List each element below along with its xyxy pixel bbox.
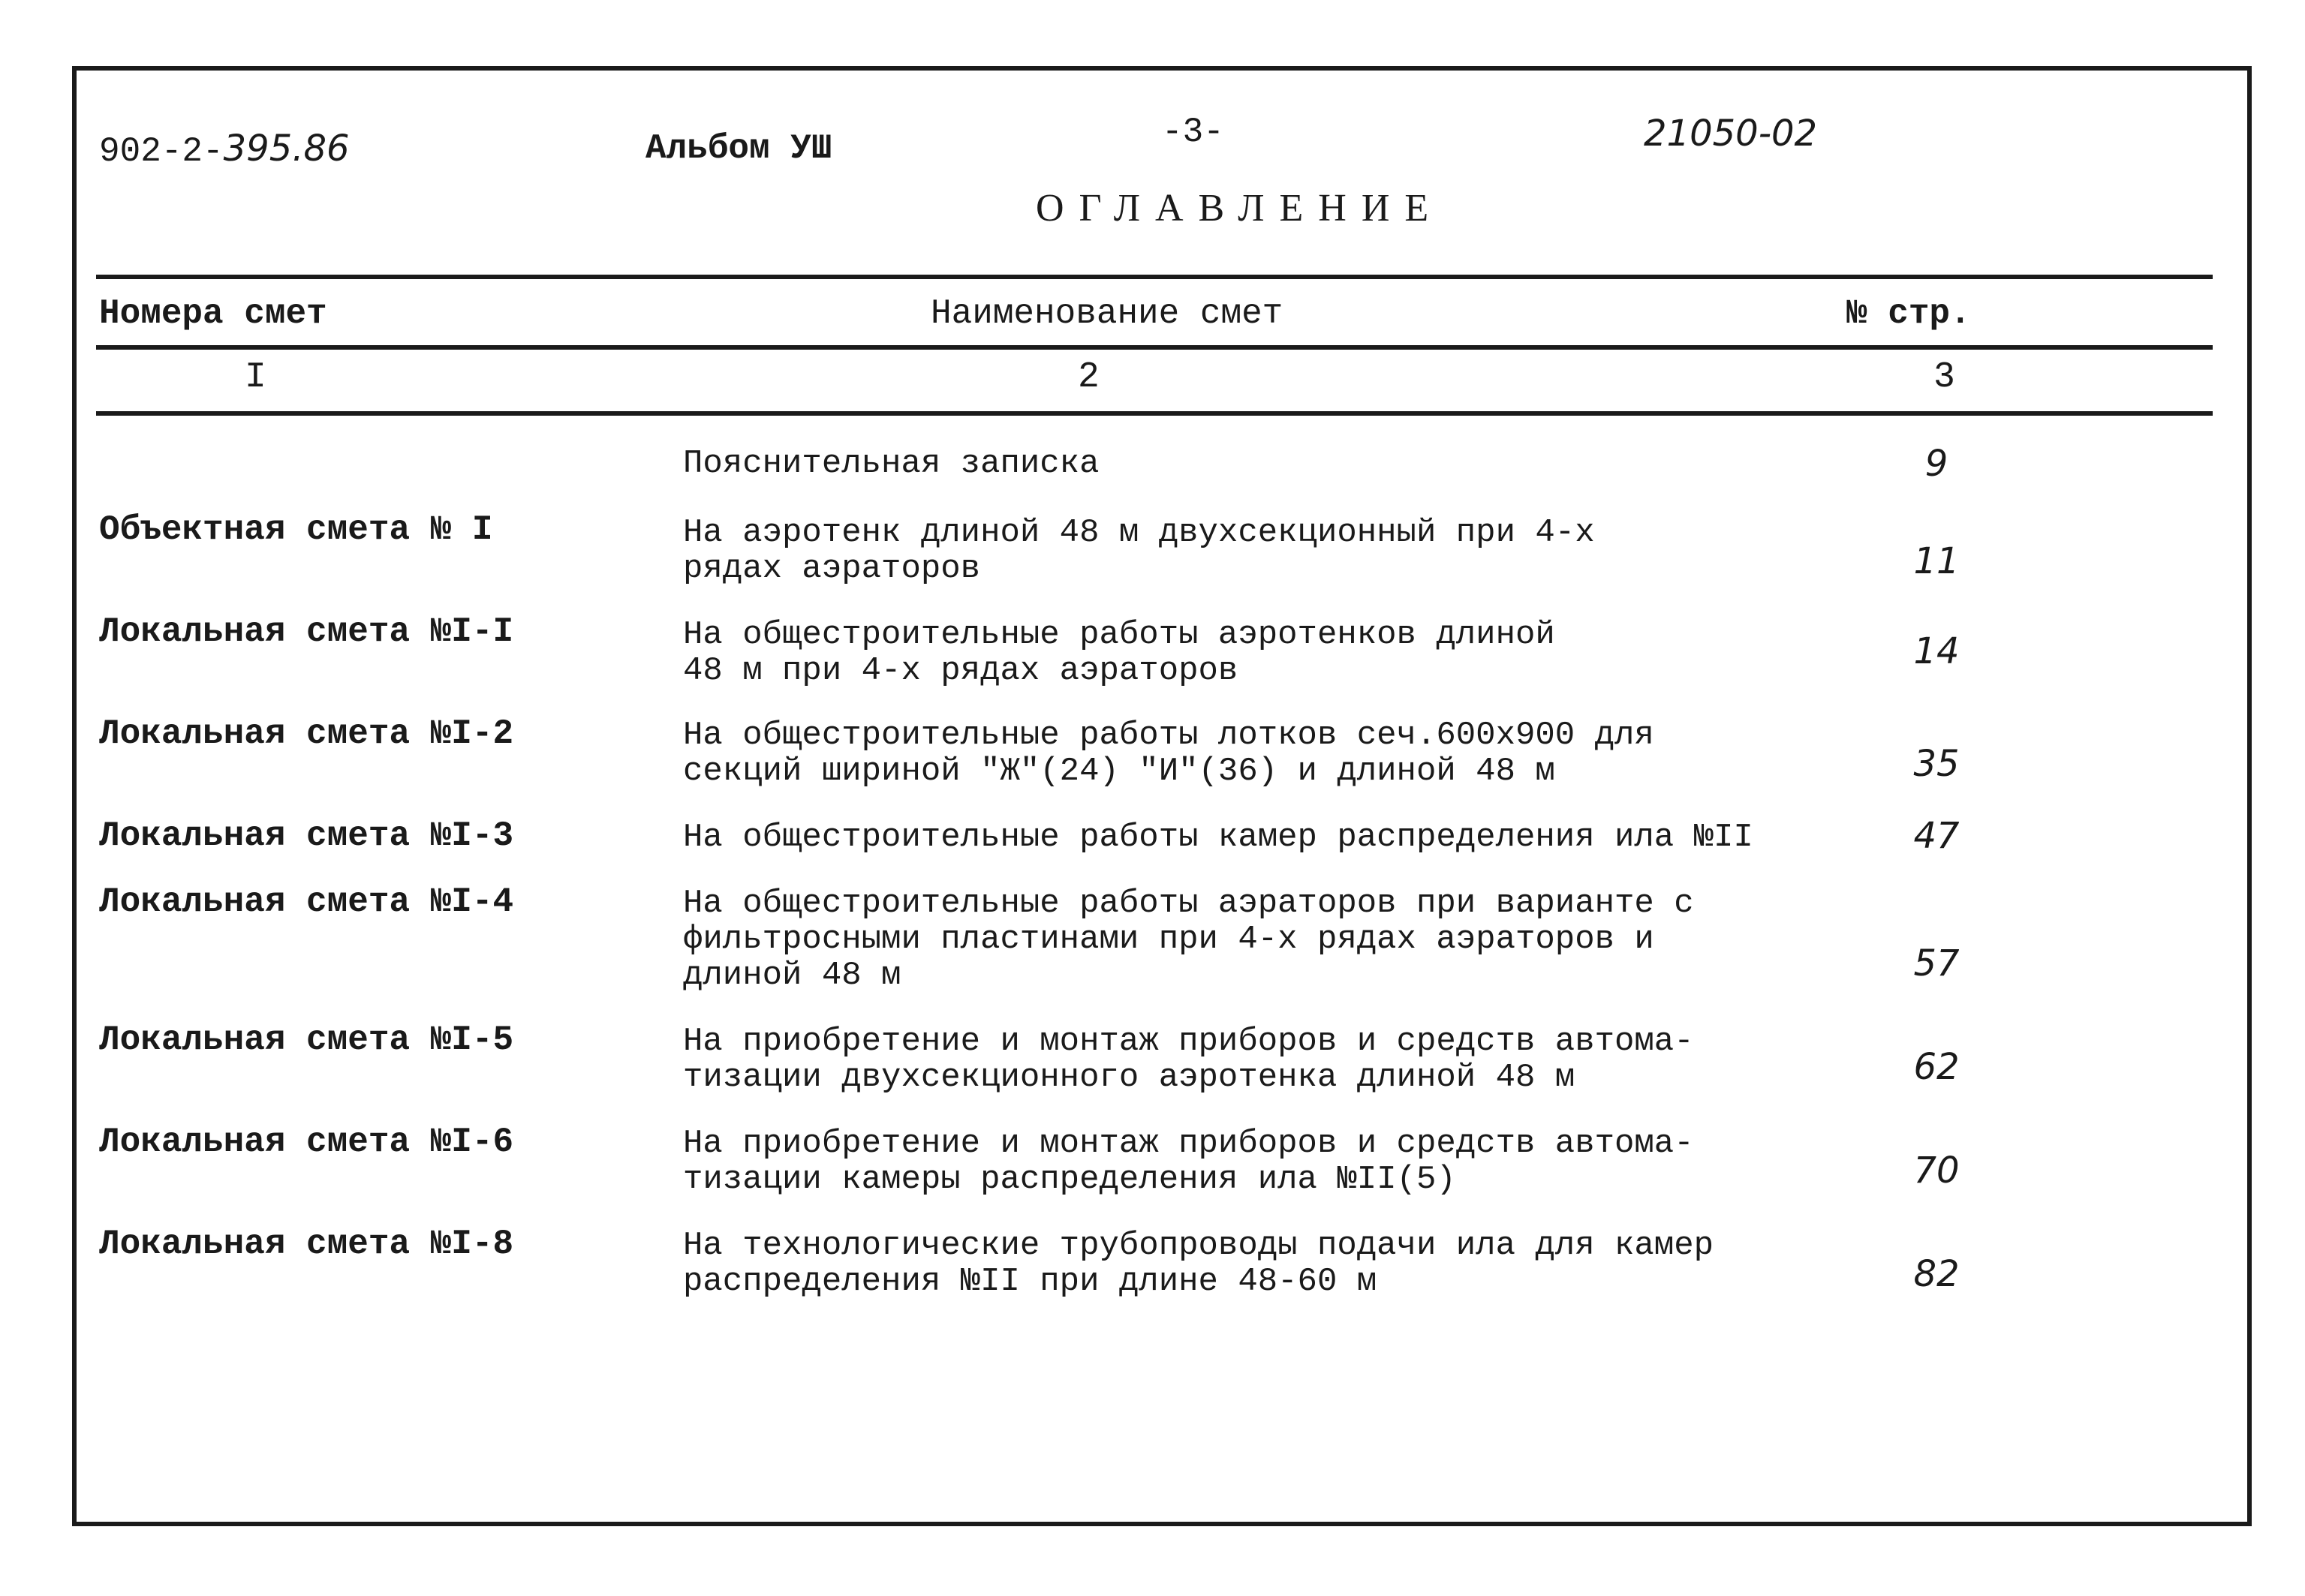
row-name: На аэротенк длиной 48 м двухсекционный при 4-х рядах аэраторов [683,514,1595,588]
row-name: На приобретение и монтаж приборов и средств автома- тизации двухсекционного аэротенка длиной 48 м [683,1023,1694,1096]
row-number: Локальная смета №I-2 [99,714,514,753]
project-code-prefix: 902-2- [99,132,224,171]
album-label: Альбом УШ [645,129,832,168]
contents-title: ОГЛАВЛЕНИЕ [1036,187,1444,230]
column-header-pages: № стр. [1846,294,1971,333]
top-rule [96,275,2213,279]
row-page: 35 [1913,743,1960,785]
row-page: 82 [1913,1253,1960,1295]
row-number: Локальная смета №I-4 [99,882,514,921]
row-name: На общестроительные работы аэраторов при варианте с фильтросными пластинами при 4-х рядах аэраторов и длиной 48 м [683,885,1694,994]
row-page: 70 [1913,1150,1960,1192]
row-name: На общестроительные работы камер распределения ила №II [683,819,1753,856]
row-name: На приобретение и монтаж приборов и средств автома- тизации камеры распределения ила №II(5) [683,1125,1694,1198]
row-page: 14 [1913,630,1960,672]
row-name: Пояснительная записка [683,445,1100,482]
row-page: 57 [1913,942,1960,984]
row-page: 47 [1913,815,1960,857]
document-number: 21050-02 [1644,113,1818,155]
project-code-suffix: 395.86 [223,128,350,170]
column-header-numbers: Номера смет [99,294,327,333]
row-number: Объектная смета № I [99,510,493,549]
row-name: На общестроительные работы лотков сеч.600х900 для секций шириной "Ж"(24) "И"(36) и длиной 48 м [683,717,1654,790]
column-number-1: I [245,357,266,398]
row-name: На общестроительные работы аэротенков длиной 48 м при 4-х рядах аэраторов [683,616,1555,690]
row-number: Локальная смета №I-6 [99,1123,514,1162]
row-number: Локальная смета №I-3 [99,816,514,855]
column-number-3: 3 [1933,357,1955,398]
row-page: 62 [1913,1046,1960,1088]
row-number: Локальная смета №I-8 [99,1225,514,1264]
column-header-names: Наименование смет [931,294,1283,333]
page-frame [72,66,2252,1526]
header-rule [96,345,2213,350]
row-number: Локальная смета №I-5 [99,1020,514,1059]
row-number: Локальная смета №I-I [99,612,514,651]
row-page: 11 [1913,540,1960,582]
page-number: -3- [1162,113,1224,152]
project-code [99,128,350,171]
row-page: 9 [1924,443,1948,485]
column-number-2: 2 [1078,357,1100,398]
column-numbers-rule [96,411,2213,416]
row-name: На технологические трубопроводы подачи ила для камер распределения №II при длине 48-60 м [683,1227,1714,1300]
